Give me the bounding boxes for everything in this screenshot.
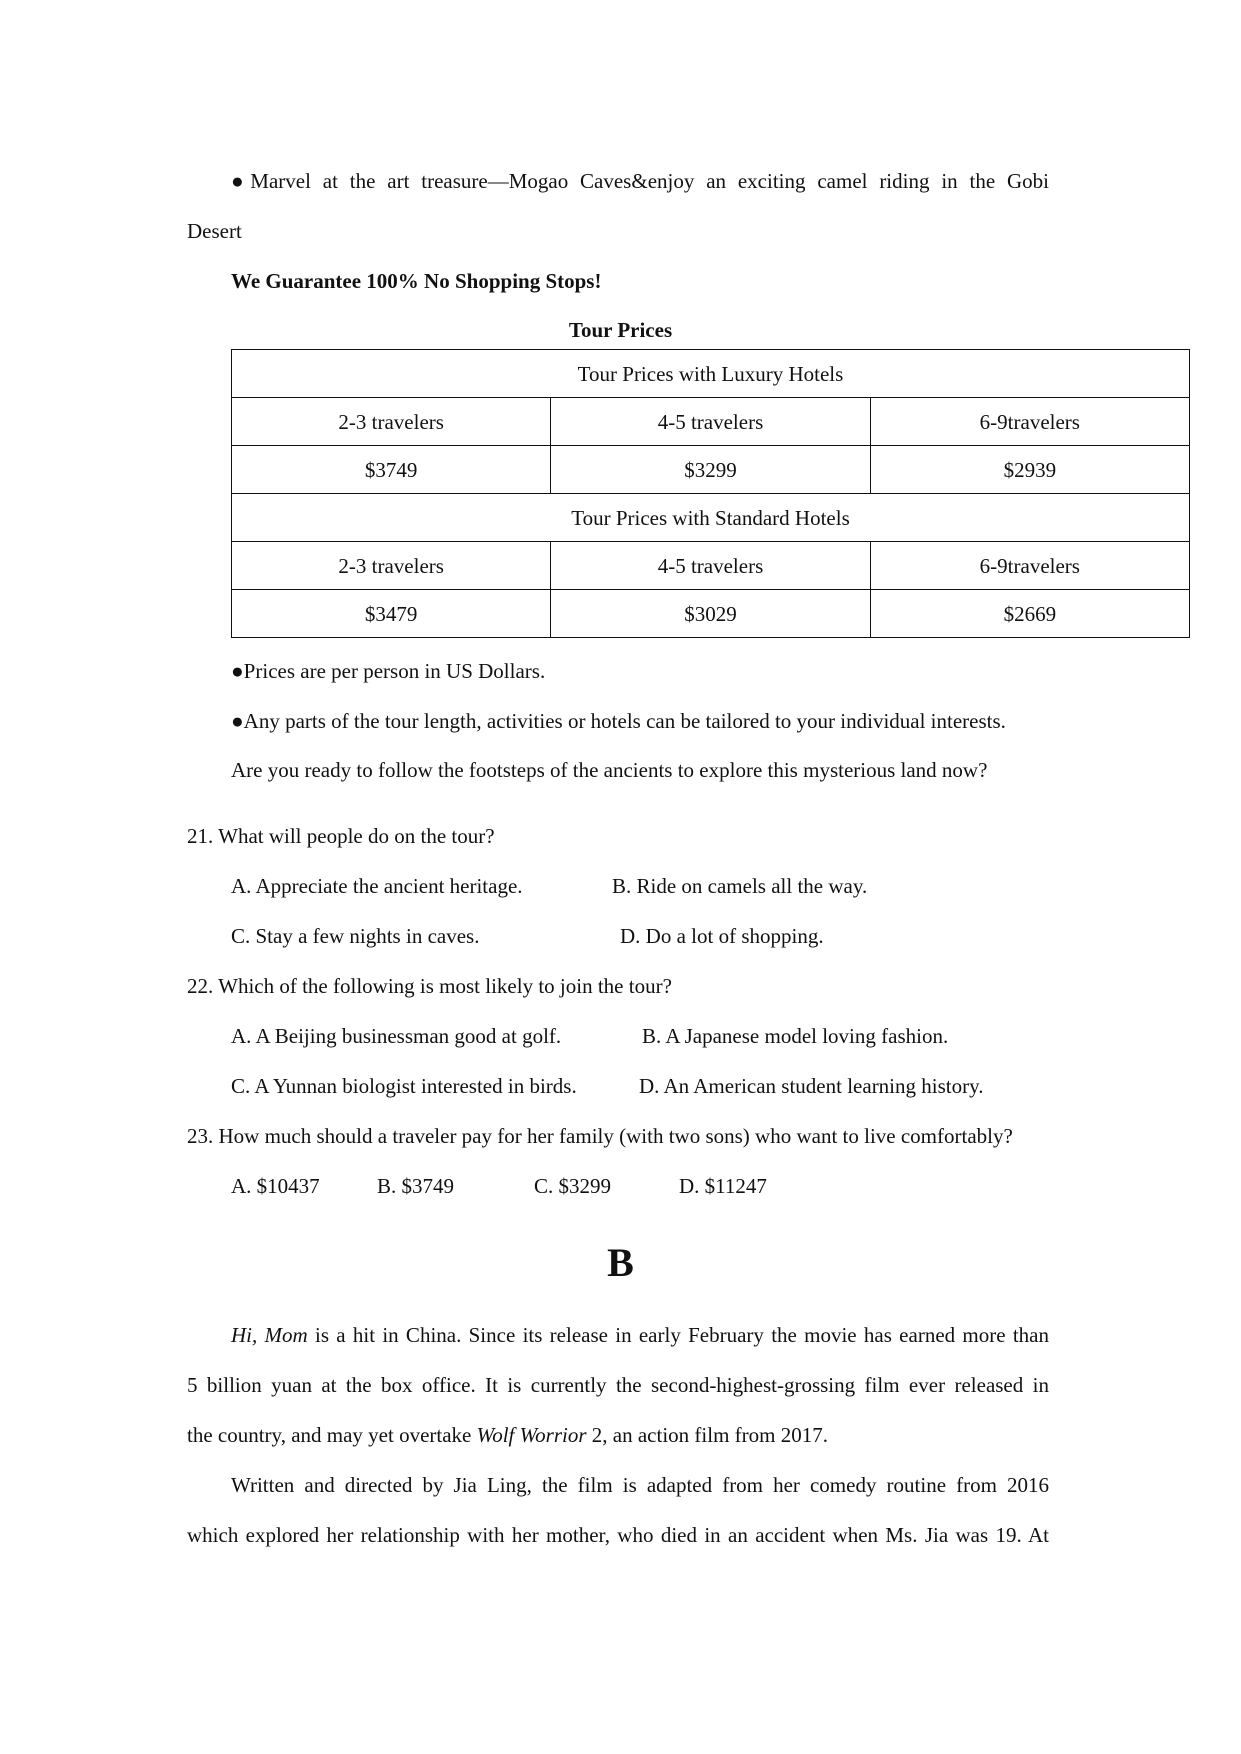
table-row (232, 446, 1190, 494)
passage-text: is a hit in China. Since its release in early February the movie has earned more than (307, 1323, 1050, 1347)
passage-b-p1-line2: 5 billion yuan at the box office. It is currently the second-highest-grossing film ever released in (187, 1373, 1049, 1397)
movie-title-hi-mom: Hi, Mom (231, 1323, 308, 1347)
passage-text: the country, and may yet overtake (187, 1423, 477, 1447)
table-row (232, 350, 1190, 398)
passage-b-p2-line1: Written and directed by Jia Ling, the film is adapted from her comedy routine from 2016 (231, 1473, 1049, 1497)
section-b-heading: B (607, 1240, 634, 1285)
bullet-mogao-line1: ●Marvel at the art treasure—Mogao Caves&enjoy an exciting camel riding in the Gobi (231, 169, 1049, 193)
closing-question: Are you ready to follow the footsteps of the ancients to explore this mysterious land now? (231, 758, 988, 782)
standard-price-1: $3479 (232, 590, 551, 638)
luxury-price-1: $3749 (232, 446, 551, 494)
passage-text: 2, an action film from 2017. (586, 1423, 828, 1447)
note-tailored: ●Any parts of the tour length, activities or hotels can be tailored to your individual interests. (231, 709, 1006, 733)
q22-option-d: D. An American student learning history. (639, 1074, 984, 1098)
movie-title-wolf-worrior: Wolf Worrior (476, 1423, 587, 1447)
question-21-stem: 21. What will people do on the tour? (187, 824, 495, 848)
standard-group-2: 4-5 travelers (551, 542, 870, 590)
q22-option-a: A. A Beijing businessman good at golf. (231, 1024, 562, 1048)
luxury-group-2: 4-5 travelers (551, 398, 870, 446)
q22-option-c: C. A Yunnan biologist interested in birds. (231, 1074, 577, 1098)
passage-b-p1-line1 (231, 1322, 1049, 1348)
passage-b-p2-line2: which explored her relationship with her mother, who died in an accident when Ms. Jia was 19. At (187, 1523, 1049, 1547)
q23-option-c: C. $3299 (534, 1174, 612, 1198)
luxury-price-3: $2939 (870, 446, 1189, 494)
standard-heading: Tour Prices with Standard Hotels (232, 494, 1190, 542)
luxury-price-2: $3299 (551, 446, 870, 494)
question-23-stem: 23. How much should a traveler pay for her family (with two sons) who want to live comfortably? (187, 1124, 1013, 1148)
standard-price-3: $2669 (870, 590, 1189, 638)
table-row (232, 542, 1190, 590)
table-row (232, 590, 1190, 638)
question-22-stem: 22. Which of the following is most likely to join the tour? (187, 974, 672, 998)
q23-option-a: A. $10437 (231, 1174, 320, 1198)
table-row (232, 494, 1190, 542)
guarantee-text: We Guarantee 100% No Shopping Stops! (231, 269, 602, 293)
luxury-heading: Tour Prices with Luxury Hotels (232, 350, 1190, 398)
table-row (232, 398, 1190, 446)
note-prices: ●Prices are per person in US Dollars. (231, 659, 546, 683)
bullet-mogao-line2: Desert (187, 219, 242, 243)
q21-option-c: C. Stay a few nights in caves. (231, 924, 480, 948)
luxury-group-1: 2-3 travelers (232, 398, 551, 446)
passage-b-p1-line3 (187, 1422, 828, 1448)
q21-option-b: B. Ride on camels all the way. (612, 874, 868, 898)
tour-price-table (231, 349, 1190, 638)
luxury-group-3: 6-9travelers (870, 398, 1189, 446)
standard-price-2: $3029 (551, 590, 870, 638)
standard-group-3: 6-9travelers (870, 542, 1189, 590)
q21-option-d: D. Do a lot of shopping. (620, 924, 824, 948)
q22-option-b: B. A Japanese model loving fashion. (642, 1024, 949, 1048)
q23-option-b: B. $3749 (377, 1174, 455, 1198)
q23-option-d: D. $11247 (679, 1174, 767, 1198)
standard-group-1: 2-3 travelers (232, 542, 551, 590)
table-title: Tour Prices (568, 318, 673, 342)
q21-option-a: A. Appreciate the ancient heritage. (231, 874, 523, 898)
